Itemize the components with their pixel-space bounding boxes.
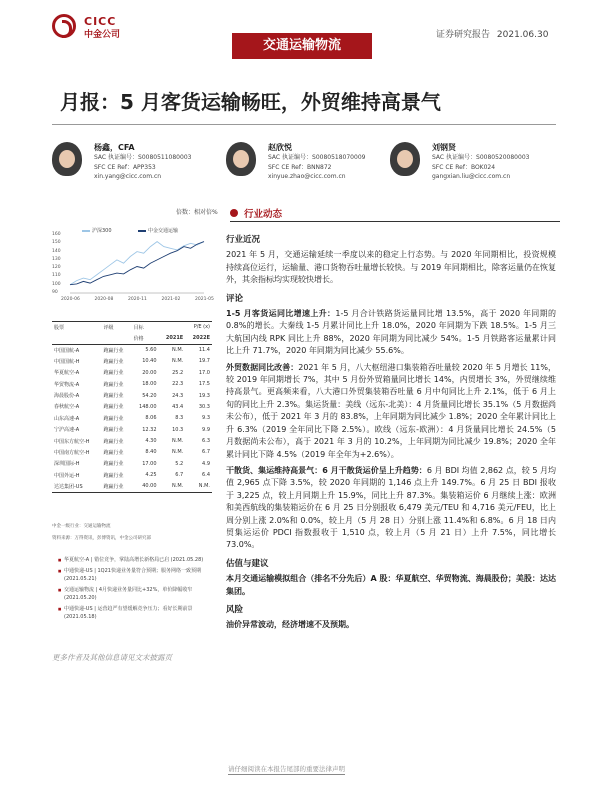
related-report-link[interactable]: ■ 交通运输物流 | 4月快递业务量同比+32%，单价降幅收窄 (2021.05.20) (58, 586, 214, 602)
related-report-link[interactable]: ■ 中通快递-US | 运营趋严有望缓解竞争压力；看好长期前景 (2021.05.18) (58, 605, 214, 621)
table-row (52, 390, 212, 401)
y-tick-label: 120 (52, 265, 61, 271)
table-cell: N.M. (172, 358, 184, 365)
report-title: 月报：5 月客货运输畅旺，外贸维持高景气 (60, 90, 441, 114)
section-heading: 风险 (226, 604, 244, 615)
table-cell: 40.00 (132, 481, 159, 492)
col-subheader: 2021E (159, 333, 186, 344)
source-notes: 中金一级行业：交通运输物流 资料来源：万得资讯，彭博资讯，中金公司研究部 (52, 524, 151, 541)
table-row (52, 470, 212, 481)
analyst-name: 刘钢贤 (432, 143, 456, 152)
y-tick-label: 150 (52, 240, 61, 246)
analyst-ce: SFC CE Ref：BOK024 (432, 163, 496, 171)
table-cell: 5.2 (175, 460, 184, 467)
col-subheader: 价格 (132, 333, 159, 344)
analyst-name: 赵欣悦 (268, 143, 292, 152)
table-cell: 深圳国际-H (54, 461, 80, 468)
series-line (70, 242, 204, 285)
table-cell: 17.0 (198, 369, 210, 376)
x-tick-label: 2020-08 (94, 297, 114, 302)
section-heading: 评论 (226, 293, 244, 304)
table-row (52, 413, 212, 424)
table-cell: 8.06 (145, 415, 157, 422)
table-row (52, 458, 212, 469)
main-heading-rule (230, 221, 560, 222)
table-cell: 跑赢行业 (103, 358, 124, 365)
analyst-cert: SAC 执证编号：S0080520080003 (432, 154, 530, 161)
table-cell: 华贸物流-A (54, 381, 80, 388)
y-tick-label: 110 (52, 273, 61, 279)
industry-tag: 交通运输物流 (232, 33, 372, 59)
analyst-ce: SFC CE Ref：APP353 (94, 163, 156, 171)
avatar (226, 142, 256, 176)
x-tick-label: 2021-05 (195, 297, 214, 302)
table-cell: 中国国航-A (54, 347, 80, 354)
x-tick-label: 2020-06 (61, 297, 80, 302)
table-cell: N.M. (172, 438, 184, 445)
table-cell: 6.3 (202, 438, 210, 445)
related-report-link[interactable]: ■ 华夏航空-A | 错位竞争，掌陆高增长新格局已启 (2021.05.28) (58, 556, 214, 564)
table-cell: 跑赢行业 (103, 438, 124, 445)
table-cell: 宁沪高速-A (54, 427, 80, 434)
table-cell: 中国国航-H (54, 358, 80, 365)
cicc-logo (52, 14, 132, 42)
relative-performance-chart (52, 223, 214, 309)
series-line (70, 242, 204, 285)
table-cell: 跑赢行业 (103, 472, 124, 479)
table-row (52, 378, 212, 389)
stock-table (52, 321, 212, 493)
y-tick-label: 130 (52, 256, 61, 262)
table-cell: 9.9 (202, 426, 210, 433)
avatar (52, 142, 82, 176)
section-heading: 行业近况 (226, 235, 261, 245)
paragraph: 外贸数据同比改善：2021 年 5 月，八大枢纽港口集装箱吞吐量较 2020 年 5 月增长 11%，较 2019 年同期增长 7%，其中 5 月份外贸箱量同比增长 14%，内贸增长 3%，外贸继续维持高景气。更高频来看，八大港口外贸集装箱吞吐量 6 月中旬同比上升 2.1%，低于 6 月上旬的同比上升 2.3%。集运货量：美线（远东-北美）：4 月货量同比增长 35.1%（5 月数据尚未公布），低于 2021 年 3 月的 83.8%，上年同期为同比减少 1.8%；2020 全年累计同比上升 6.3%（2019 全年同比下降 2.5%）。欧线（远东-欧洲）：4 月货量同比增长 24.5%（5 月数据尚未公布），高于 2021 年 3 月的 10.2%，上年同期为同比减少 19.8%；2020 全年累计同比下降 4.5%（2019 年全年为+2.6%）。 (226, 362, 556, 459)
table-cell: 8.40 (145, 449, 157, 456)
y-tick-label: 160 (52, 232, 61, 237)
table-cell: 跑赢行业 (103, 393, 124, 400)
table-cell: 10.3 (172, 426, 184, 433)
table-cell: 4.30 (145, 438, 157, 445)
table-row (52, 344, 212, 355)
paragraph: 本月交通运输模拟组合（排名不分先后）A 股：华夏航空、华贸物流、海晨股份；美股：达达集团。 (226, 574, 556, 596)
table-cell: 17.00 (142, 460, 157, 467)
table-row (52, 424, 212, 435)
bullet-icon (230, 209, 238, 217)
table-cell: 6.7 (202, 449, 210, 456)
report-type: 证券研究报告 (436, 30, 491, 40)
table-cell: 19.7 (198, 358, 210, 365)
logo-en: CICC (84, 15, 117, 28)
table-row (52, 481, 212, 492)
main-content (226, 228, 556, 636)
x-tick-label: 2020-11 (128, 297, 147, 302)
y-tick-label: 140 (52, 248, 61, 254)
analyst-cert: SAC 执证编号：S0080518070009 (268, 154, 366, 161)
table-cell: 18.00 (142, 381, 157, 388)
table-cell: 跑赢行业 (102, 481, 132, 492)
table-cell: 30.3 (198, 403, 210, 410)
related-report-link[interactable]: ■ 中通快递-US | 1Q21快递业务量符合预期；服务网络一致预期 (2021.05.21) (58, 567, 214, 583)
table-cell: 跑赢行业 (103, 415, 124, 422)
table-cell: 山东高速-A (54, 415, 80, 422)
table-cell: 6.4 (202, 472, 210, 479)
table-cell: 8.3 (175, 415, 184, 422)
table-cell: 跑赢行业 (103, 461, 124, 468)
table-cell: 中国东方航空-H (54, 438, 90, 445)
table-cell: 华夏航空-A (54, 370, 80, 377)
table-cell: N.M. (172, 449, 184, 456)
main-heading: 行业动态 (230, 206, 560, 220)
table-cell: 25.2 (172, 369, 184, 376)
table-cell: N.M. (172, 347, 184, 354)
x-tick-label: 2021-02 (161, 297, 181, 302)
table-cell: 中国外运-H (54, 472, 80, 479)
legend-item: 沪深300 (82, 227, 112, 234)
analyst-cert: SAC 执证编号：S0080511080003 (94, 154, 192, 161)
table-cell: 19.3 (198, 392, 210, 399)
table-cell: 5.60 (145, 347, 157, 354)
table-row (52, 435, 212, 446)
y-tick-label: 90 (52, 290, 58, 295)
table-cell: 20.00 (142, 369, 157, 376)
pe-unit-note: 倍数：相对倍% (176, 209, 218, 216)
col-subheader: 2022E (185, 333, 212, 344)
table-cell: 跑赢行业 (103, 347, 124, 354)
table-cell: 跑赢行业 (103, 404, 124, 411)
table-cell: 达达集团-US (52, 481, 102, 492)
analyst-email[interactable]: xinyue.zhao@cicc.com.cn (268, 173, 346, 180)
analyst-name: 杨鑫，CFA (94, 143, 135, 152)
col-header: 股票 (52, 322, 102, 333)
table-cell: 11.4 (198, 347, 210, 354)
table-cell: 22.3 (172, 381, 184, 388)
table-cell: 跑赢行业 (103, 370, 124, 377)
table-cell: 春秋航空-A (54, 404, 80, 411)
paragraph: 1-5 月客货运同比增速上升：1-5 月合计铁路货运量同比增 13.5%，高于 2020 年同期的 0.8%的增长。大秦线 1-5 月累计同比上升 18.0%，2020 年同期为下跌 18.5%。1-5 月三大航国内线 RPK 同比上升 88%，2020 年同期为同比减少 54%。1-5 月铁路客运量累计同比上升 71.7%，2020 年同期为同比减少 55.6%。 (226, 309, 556, 356)
table-cell: 10.40 (142, 358, 157, 365)
paragraph: 干散货、集运维持高景气：6 月干散货运价呈上升趋势：6 月 BDI 均值 2,862 点，较 5 月均值 2,965 点下降 3.5%，较 2020 年同期的 1,146 点上升 149.7%。6 月 25 日 BDI 报收于 3,225 点，较上月同期上升 15.9%，同比上升 87.3%。集装箱运价 6 月继续上涨：欧洲和美西航线的集装箱运价在 6 月 25 日分别报收 6,479 美元/TEU 和 4,716 美元/FEU，比上周分别上涨 2.0%和 0.0%，较上月（5 月 28 日）分别上涨 11.4%和 6.8%。6 月 18 日内贸集运运价 PDCI 指数报收于 1,510 点，较上月（5 月 21 日）上升 7.5%，同比增长 73.0%。 (226, 465, 557, 550)
table-cell: N.M. (185, 481, 212, 492)
table-cell: 148.00 (139, 403, 157, 410)
table-cell: 12.32 (142, 426, 157, 433)
table-cell: 跑赢行业 (103, 381, 124, 388)
y-tick-label: 100 (52, 281, 61, 287)
legal-footer[interactable]: 请仔细阅读在本报告尾部的重要法律声明 (228, 765, 345, 773)
table-cell: N.M. (159, 481, 186, 492)
cicc-logo-icon (52, 14, 76, 38)
table-row (52, 367, 212, 378)
avatar (390, 142, 420, 176)
table-cell: 17.5 (198, 381, 210, 388)
table-cell: 24.3 (172, 392, 184, 399)
table-cell: 跑赢行业 (103, 427, 124, 434)
table-row (52, 401, 212, 412)
report-meta (432, 27, 548, 40)
col-header: P/E (x) (159, 322, 212, 333)
col-header: 评级 (102, 322, 132, 333)
legend-item: 中金交通运输 (138, 227, 178, 234)
title-divider (52, 124, 556, 125)
report-date: 2021.06.30 (496, 30, 549, 40)
paragraph: 油价异常波动，经济增速不及预期。 (226, 620, 354, 630)
section-heading: 估值与建议 (226, 558, 269, 569)
table-cell: 中国南方航空-H (54, 449, 90, 456)
table-cell: 6.7 (175, 472, 184, 479)
table-cell: 4.25 (145, 472, 157, 479)
table-cell: 54.20 (142, 392, 157, 399)
related-reports (58, 556, 214, 624)
more-info-note: 更多作者及其他信息请见文末披露页 (52, 653, 172, 662)
analyst-email[interactable]: gangxian.liu@cicc.com.cn (432, 173, 511, 180)
table-cell: 跑赢行业 (103, 449, 124, 456)
paragraph: 2021 年 5 月，交通运输延续一季度以来的稳定上行态势。与 2020 年同期相比，投资规模持续高位运行，运输量、港口货物吞吐量增长较快。与 2019 年同期相比，除客运量仍在恢复外，其余指标均实现较快增长。 (226, 250, 556, 285)
table-cell: 9.3 (202, 415, 210, 422)
table-cell: 海晨股份-A (54, 393, 80, 400)
logo-cn: 中金公司 (84, 30, 121, 40)
analyst-ce: SFC CE Ref：BNN872 (268, 163, 332, 171)
table-row (52, 356, 212, 367)
analyst-email[interactable]: xin.yang@cicc.com.cn (94, 173, 162, 180)
table-row (52, 447, 212, 458)
col-header: 目标 (132, 322, 159, 333)
table-cell: 4.9 (202, 460, 210, 467)
table-cell: 43.4 (172, 403, 184, 410)
